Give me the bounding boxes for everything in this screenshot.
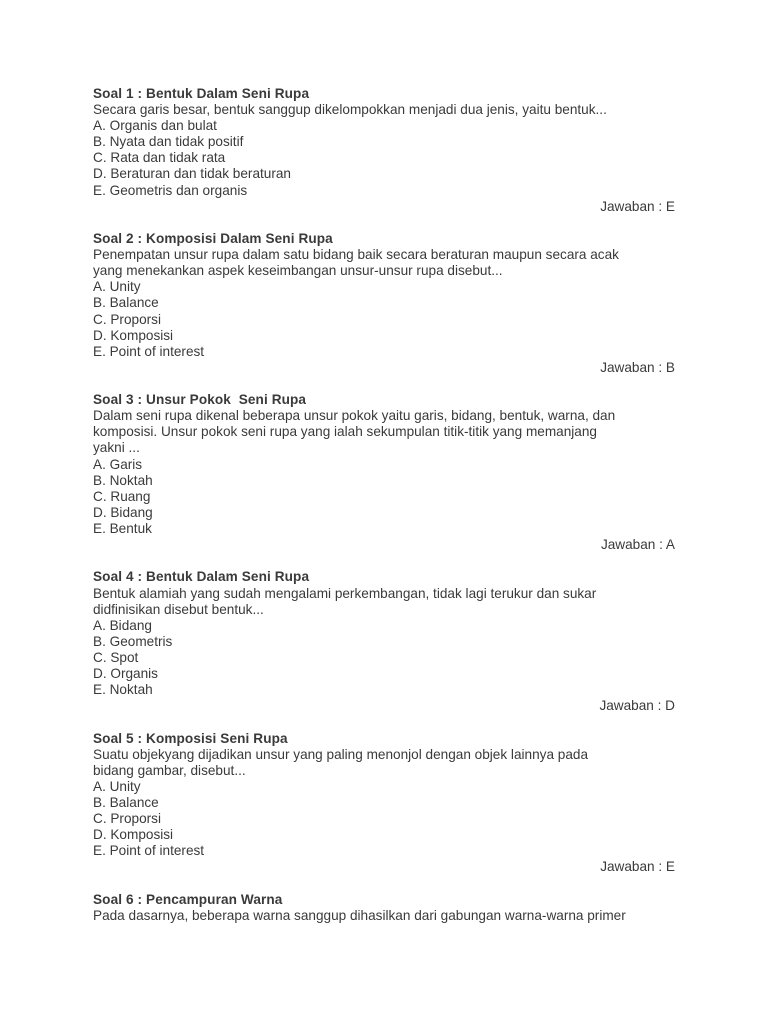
answer-key: Jawaban : A	[600, 537, 675, 553]
option-d: D. Komposisi	[93, 327, 174, 343]
option-c: C. Spot	[93, 649, 139, 665]
option-a: A. Unity	[93, 778, 141, 794]
question-title: Soal 5 : Komposisi Seni Rupa	[93, 730, 288, 746]
question-text-line: yang menekankan aspek keseimbangan unsur-unsur rupa disebut...	[93, 263, 503, 279]
answer-key: Jawaban : E	[600, 198, 675, 214]
question-title: Soal 1 : Bentuk Dalam Seni Rupa	[93, 86, 310, 101]
option-d: D. Komposisi	[93, 827, 174, 843]
question-title: Soal 3 : Unsur Pokok Seni Rupa	[93, 392, 307, 408]
option-a: A. Organis dan bulat	[93, 118, 217, 134]
question-5	[93, 731, 677, 876]
answer-options	[93, 118, 677, 198]
question-text-line: yakni ...	[93, 440, 140, 456]
option-b: B. Geometris	[93, 633, 173, 649]
option-c: C. Proporsi	[93, 811, 161, 827]
question-text	[93, 102, 677, 118]
option-a: A. Unity	[93, 279, 141, 295]
option-e: E. Bentuk	[93, 520, 152, 536]
question-text	[93, 908, 677, 924]
question-4	[93, 569, 677, 714]
question-text-line: Pada dasarnya, beberapa warna sanggup dihasilkan dari gabungan warna-warna primer	[93, 907, 626, 923]
option-d: D. Beraturan dan tidak beraturan	[93, 166, 291, 182]
question-text-line: Secara garis besar, bentuk sanggup dikelompokkan menjadi dua jenis, yaitu bentuk...	[93, 102, 607, 118]
question-text	[93, 408, 677, 456]
option-d: D. Bidang	[93, 504, 153, 520]
answer-key: Jawaban : D	[599, 698, 675, 714]
question-title: Soal 6 : Pencampuran Warna	[93, 891, 283, 907]
option-b: B. Balance	[93, 794, 159, 810]
option-c: C. Ruang	[93, 488, 151, 504]
answer-options	[93, 457, 677, 537]
question-text-line: bidang gambar, disebut...	[93, 762, 246, 778]
answer-options	[93, 779, 677, 859]
question-title: Soal 2 : Komposisi Dalam Seni Rupa	[93, 231, 333, 247]
question-text	[93, 247, 677, 279]
question-text-line: Dalam seni rupa dikenal beberapa unsur pokok yaitu garis, bidang, bentuk, warna, dan	[93, 408, 616, 424]
answer-options	[93, 279, 677, 359]
question-text-line: komposisi. Unsur pokok seni rupa yang ialah sekumpulan titik-titik yang memanjang	[93, 424, 597, 440]
question-title: Soal 4 : Bentuk Dalam Seni Rupa	[93, 569, 310, 585]
question-text-line: Suatu objekyang dijadikan unsur yang paling menonjol dengan objek lainnya pada	[93, 746, 589, 762]
option-b: B. Nyata dan tidak positif	[93, 134, 244, 150]
option-e: E. Geometris dan organis	[93, 182, 248, 198]
question-text	[93, 586, 677, 618]
quiz-document	[93, 86, 677, 924]
question-6	[93, 892, 677, 924]
question-text-line: didfinisikan disebut bentuk...	[93, 601, 264, 617]
option-a: A. Garis	[93, 456, 143, 472]
answer-options	[93, 618, 677, 698]
option-e: E. Point of interest	[93, 843, 205, 859]
question-1	[93, 86, 677, 215]
question-text-line: Bentuk alamiah yang sudah mengalami perkembangan, tidak lagi terukur dan sukar	[93, 585, 597, 601]
option-c: C. Proporsi	[93, 311, 161, 327]
option-e: E. Noktah	[93, 682, 153, 698]
option-d: D. Organis	[93, 665, 158, 681]
option-e: E. Point of interest	[93, 343, 205, 359]
question-text-line: Penempatan unsur rupa dalam satu bidang baik secara beraturan maupun secara acak	[93, 247, 619, 263]
option-c: C. Rata dan tidak rata	[93, 150, 226, 166]
option-b: B. Noktah	[93, 472, 153, 488]
answer-key: Jawaban : B	[600, 359, 675, 375]
option-a: A. Bidang	[93, 617, 152, 633]
option-b: B. Balance	[93, 295, 159, 311]
question-3	[93, 392, 677, 553]
question-text	[93, 747, 677, 779]
answer-key: Jawaban : E	[600, 859, 675, 875]
question-2	[93, 231, 677, 376]
